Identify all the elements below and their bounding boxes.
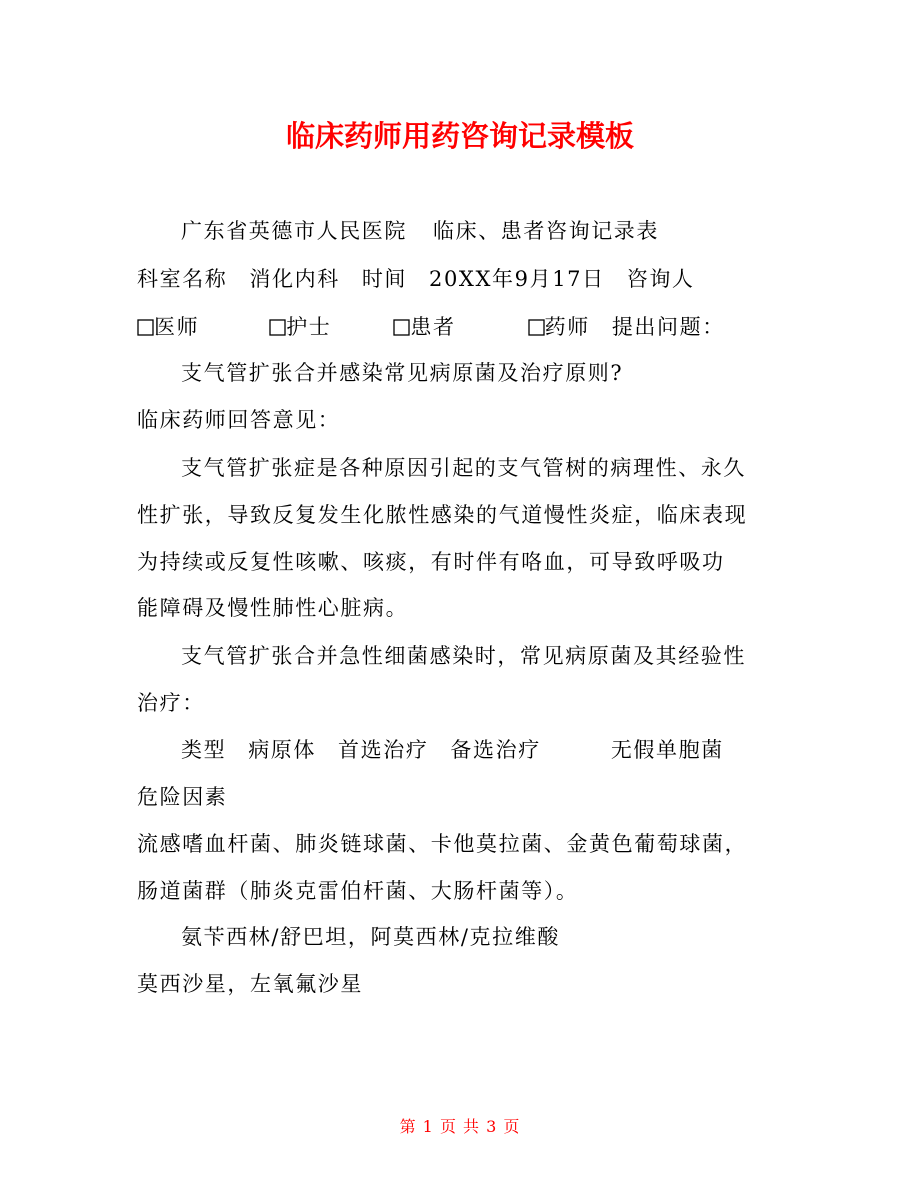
option-patient-label: 患者 — [410, 315, 456, 339]
alternative-drugs: 莫西沙星，左氧氟沙星 — [137, 972, 363, 996]
footer-suffix: 页 — [503, 1117, 521, 1136]
question-text: 支气管扩张合并感染常见病原菌及治疗原则? — [181, 361, 624, 385]
question-label: 提出问题： — [611, 315, 725, 339]
header-first-choice: 首选治疗 — [338, 738, 429, 762]
para1-line: 能障碍及慢性肺性心脏病。 — [137, 596, 409, 620]
option-patient[interactable] — [393, 315, 455, 339]
empty-checkbox-icon[interactable] — [528, 319, 545, 336]
para2-line: 支气管扩张合并急性细菌感染时，常见病原菌及其经验性 — [181, 644, 746, 668]
para2-line: 治疗： — [137, 691, 205, 715]
footer-prefix: 第 — [399, 1117, 417, 1136]
header-type: 类型 — [181, 738, 227, 762]
footer-page-number: 1 — [422, 1117, 434, 1136]
hospital-line — [181, 216, 659, 246]
option-doctor-label: 医师 — [154, 315, 200, 339]
page-footer — [0, 1114, 920, 1137]
info-line — [137, 264, 695, 294]
first-choice-drugs: 氨苄西林/舒巴坦，阿莫西林/克拉维酸 — [181, 925, 560, 949]
para1-line: 性扩张，导致反复发生化脓性感染的气道慢性炎症，临床表现 — [137, 503, 748, 527]
form-name: 临床、患者咨询记录表 — [433, 219, 659, 243]
empty-checkbox-icon[interactable] — [137, 319, 154, 336]
page-title: 临床药师用药咨询记录模板 — [285, 119, 634, 153]
time-value: 20XX年9月17日 — [429, 267, 605, 291]
option-nurse[interactable] — [269, 315, 331, 339]
option-doctor[interactable] — [137, 315, 199, 339]
option-nurse-label: 护士 — [286, 315, 332, 339]
dept-value: 消化内科 — [249, 267, 340, 291]
options-line — [137, 312, 725, 342]
hospital-name: 广东省英德市人民医院 — [181, 219, 407, 243]
pathogen-line: 肠道菌群（肺炎克雷伯杆菌、大肠杆菌等）。 — [137, 879, 579, 903]
table-header — [181, 735, 724, 765]
consultant-label: 咨询人 — [626, 267, 695, 291]
risk-label: 危险因素 — [137, 785, 228, 809]
answer-label: 临床药师回答意见： — [137, 408, 341, 432]
footer-mid: 页 共 — [439, 1117, 481, 1136]
time-label: 时间 — [361, 267, 408, 291]
footer-page-total: 3 — [486, 1117, 498, 1136]
option-pharmacist[interactable] — [528, 315, 590, 339]
header-alternative: 备选治疗 — [450, 738, 541, 762]
empty-checkbox-icon[interactable] — [269, 319, 286, 336]
row-label: 无假单胞菌 — [610, 738, 724, 762]
empty-checkbox-icon[interactable] — [393, 319, 410, 336]
para1-line: 支气管扩张症是各种原因引起的支气管树的病理性、永久 — [181, 456, 746, 480]
para1-line: 为持续或反复性咳嗽、咳痰，有时伴有咯血，可导致呼吸功 — [137, 550, 725, 574]
option-pharmacist-label: 药师 — [544, 315, 590, 339]
dept-label: 科室名称 — [137, 267, 228, 291]
pathogen-line: 流感嗜血杆菌、肺炎链球菌、卡他莫拉菌、金黄色葡萄球菌， — [137, 832, 748, 856]
header-pathogen: 病原体 — [248, 738, 317, 762]
